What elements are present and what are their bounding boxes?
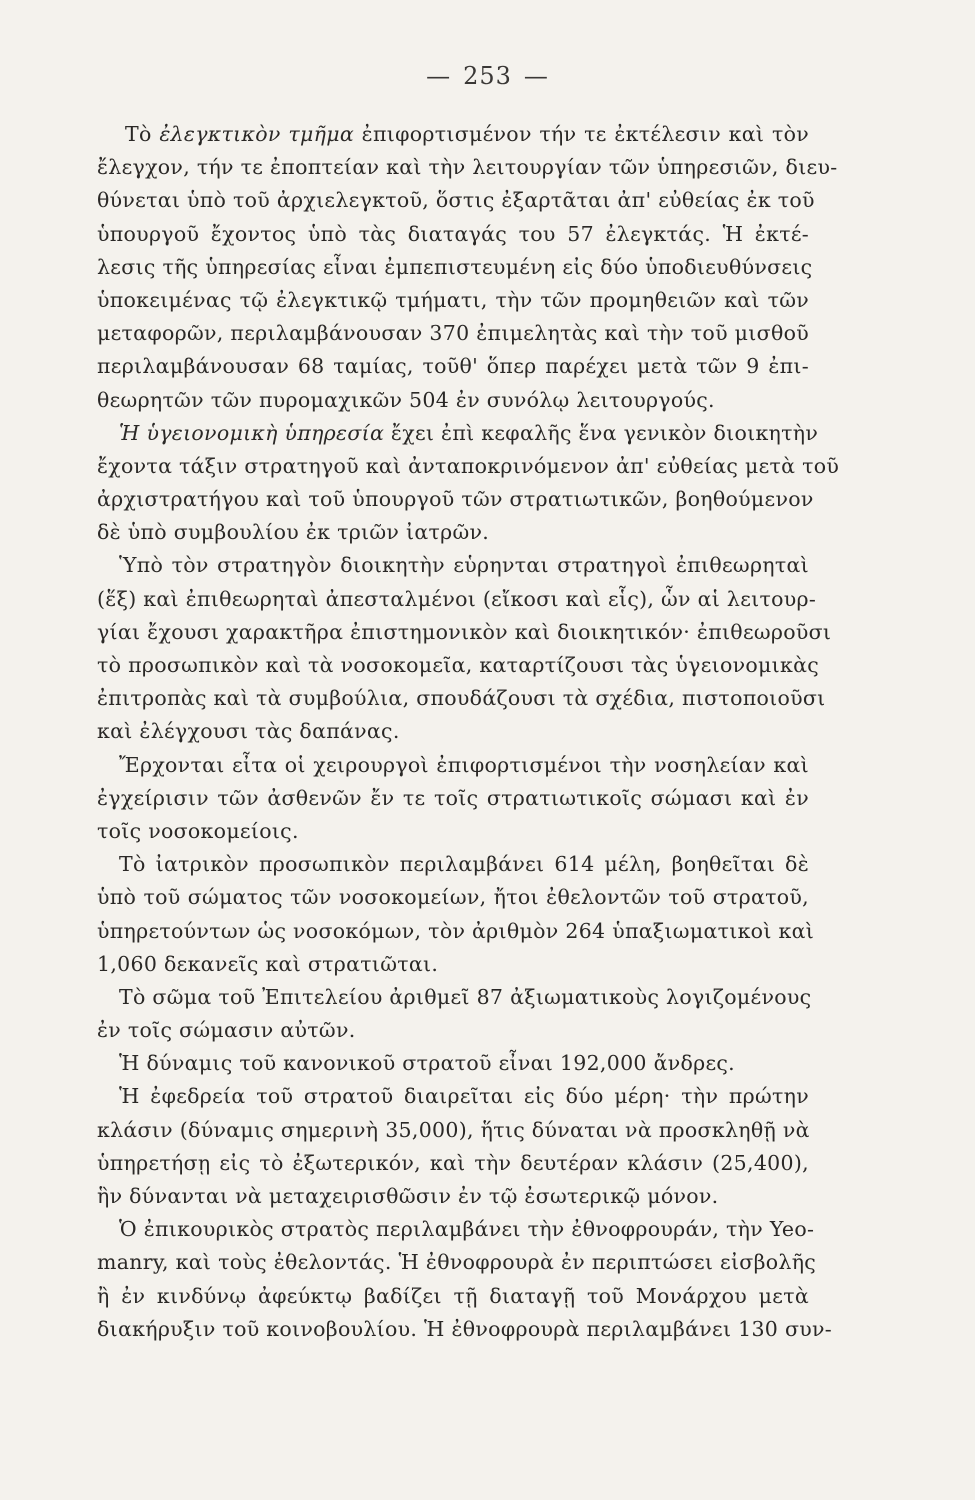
text-line xyxy=(97,1246,817,1279)
italic-term: Ἡ ὑγειονομικὴ ὑπηρεσία xyxy=(119,420,385,445)
text-run: τὸ προσωπικὸν καὶ τὰ νοσοκομεῖα, καταρτίζουσι τὰς ὑγειονομικὰς xyxy=(97,653,820,677)
text-line xyxy=(97,915,815,948)
text-run: ἢ ἐν κινδύνῳ ἀφεύκτῳ βαδίζει τῇ διαταγῇ τοῦ Μονάρχου μετὰ xyxy=(97,1283,809,1308)
text-line xyxy=(97,350,809,383)
text-line xyxy=(97,848,809,881)
text-run: ἐπιφορτισμένον τήν τε ἐκτέλεσιν καὶ τὸν xyxy=(353,122,809,146)
text-run: θύνεται ὑπὸ τοῦ ἀρχιελεγκτοῦ, ὅστις ἐξαρτᾶται ἀπ' εὐθείας ἐκ τοῦ xyxy=(97,188,815,213)
text-run: Ἔρχονται εἶτα οἱ χειρουργοὶ ἐπιφορτισμένοι τὴν νοσηλείαν καὶ xyxy=(119,752,809,777)
text-line xyxy=(97,1280,809,1313)
text-run: ἔχοντα τάξιν στρατηγοῦ καὶ ἀνταποκρινόμενον ἀπ' εὐθείας μετὰ τοῦ xyxy=(97,453,840,478)
text-run: Τὸ σῶμα τοῦ Ἐπιτελείου ἀριθμεῖ 87 ἀξιωματικοὺς λογιζομένους xyxy=(119,984,812,1009)
text-line xyxy=(97,1180,809,1213)
text-run: γίαι ἔχουσι χαρακτῆρα ἐπιστημονικὸν καὶ διοικητικόν· ἐπιθεωροῦσι xyxy=(97,619,832,644)
text-line xyxy=(97,118,809,151)
text-line xyxy=(97,649,820,682)
text-line xyxy=(97,616,832,649)
text-line xyxy=(97,715,809,748)
text-run: ἔλεγχον, τήν τε ἐποπτείαν καὶ τὴν λειτουργίαν τῶν ὑπηρεσιῶν, διευ- xyxy=(97,155,838,180)
text-line xyxy=(97,1147,809,1180)
text-line xyxy=(97,516,809,549)
text-run: Ὁ ἐπικουρικὸς στρατὸς περιλαμβάνει τὴν ἐθνοφρουράν, τὴν Yeo- xyxy=(119,1217,815,1242)
text-run: δὲ ὑπὸ συμβουλίου ἐκ τριῶν ἰατρῶν. xyxy=(97,520,490,545)
text-run: κλάσιν (δύναμις σημερινὴ 35,000), ἥτις δύναται νὰ προσκληθῇ νὰ xyxy=(97,1117,810,1142)
text-line xyxy=(97,749,809,782)
text-run: ἣν δύνανται νὰ μεταχειρισθῶσιν ἐν τῷ ἐσωτερικῷ μόνον. xyxy=(97,1184,719,1208)
text-run: ὑπὸ τοῦ σώματος τῶν νοσοκομείων, ἤτοι ἐθελοντῶν τοῦ στρατοῦ, xyxy=(97,885,809,910)
text-run: ἐπιτροπὰς καὶ τὰ συμβούλια, σπουδάζουσι τὰ σχέδια, πιστοποιοῦσι xyxy=(97,686,826,711)
text-line xyxy=(97,881,809,914)
text-run: ὑπηρετούντων ὡς νοσοκόμων, τὸν ἀριθμὸν 264 ὑπαξιωματικοὶ καὶ xyxy=(97,918,815,943)
text-line xyxy=(97,948,809,981)
text-run: διακήρυξιν τοῦ κοινοβουλίου. Ἡ ἐθνοφρουρὰ περιλαμβάνει 130 συν- xyxy=(97,1316,833,1341)
text-line xyxy=(97,1114,809,1147)
text-line xyxy=(97,417,819,450)
text-run: ἐγχείρισιν τῶν ἀσθενῶν ἔν τε τοῖς στρατιωτικοῖς σώμασι καὶ ἐν xyxy=(97,785,809,810)
text-line xyxy=(97,682,826,715)
text-line xyxy=(97,549,809,582)
text-line xyxy=(97,815,809,848)
text-line xyxy=(97,218,809,251)
text-line xyxy=(97,384,809,417)
text-line xyxy=(97,184,815,217)
page-number xyxy=(0,62,975,90)
text-line xyxy=(97,583,817,616)
text-run: Ἡ ἐφεδρεία τοῦ στρατοῦ διαιρεῖται εἰς δύο μέρη· τὴν πρώτην xyxy=(119,1084,809,1109)
text-run: ὑποκειμένας τῷ ἐλεγκτικῷ τμήματι, τὴν τῶν προμηθειῶν καὶ τῶν xyxy=(97,287,809,312)
text-run: καὶ ἐλέγχουσι τὰς δαπάνας. xyxy=(97,719,400,744)
body-text xyxy=(97,118,840,1346)
text-line xyxy=(97,1213,815,1246)
text-run: ἀρχιστρατήγου καὶ τοῦ ὑπουργοῦ τῶν στρατιωτικῶν, βοηθούμενον xyxy=(97,487,814,512)
text-line xyxy=(97,284,809,317)
text-line xyxy=(97,317,809,350)
text-line xyxy=(97,981,812,1014)
italic-term: ἐλεγκτικὸν τμῆμα xyxy=(159,122,354,146)
text-run: Ἡ δύναμις τοῦ κανονικοῦ στρατοῦ εἶναι 192,000 ἄνδρες. xyxy=(119,1051,735,1076)
text-run: περιλαμβάνουσαν 68 ταμίας, τοῦθ' ὅπερ παρέχει μετὰ τῶν 9 ἐπι- xyxy=(97,354,809,379)
text-run: Ὑπὸ τὸν στρατηγὸν διοικητὴν εὑρηνται στρατηγοὶ ἐπιθεωρηταὶ xyxy=(119,553,809,578)
text-line xyxy=(97,251,813,284)
text-line xyxy=(97,1080,809,1113)
text-line xyxy=(97,483,814,516)
text-run: λεσις τῆς ὑπηρεσίας εἶναι ἐμπεπιστευμένη εἰς δύο ὑποδιευθύνσεις xyxy=(97,254,813,279)
text-run: 1,060 δεκανεῖς καὶ στρατιῶται. xyxy=(97,951,439,976)
text-run: ἔχει ἐπὶ κεφαλῆς ἕνα γενικὸν διοικητὴν xyxy=(384,420,819,445)
text-run: (ἕξ) καὶ ἐπιθεωρηταὶ ἀπεσταλμένοι (εἴκοσι καὶ εἷς), ὧν αἱ λειτουρ- xyxy=(97,586,817,611)
text-run: ἐν τοῖς σώμασιν αὐτῶν. xyxy=(97,1018,356,1043)
text-line xyxy=(97,1014,809,1047)
text-line xyxy=(97,1047,809,1080)
text-line xyxy=(97,151,838,184)
text-run: manry, καὶ τοὺς ἐθελοντάς. Ἡ ἐθνοφρουρὰ ἐν περιπτώσει εἰσβολῆς xyxy=(97,1250,817,1275)
page-number-dash-left: — xyxy=(426,62,452,90)
text-run: μεταφορῶν, περιλαμβάνουσαν 370 ἐπιμελητὰς καὶ τὴν τοῦ μισθοῦ xyxy=(97,321,809,346)
text-line xyxy=(97,450,840,483)
page-number-dash-right: — xyxy=(523,62,549,90)
page-number-value: 253 xyxy=(463,62,512,90)
text-run: ὑπηρετήσῃ εἰς τὸ ἐξωτερικόν, καὶ τὴν δευτέραν κλάσιν (25,400), xyxy=(97,1150,809,1175)
text-run: Τὸ xyxy=(125,122,160,146)
text-line xyxy=(97,1313,833,1346)
text-run: Τὸ ἰατρικὸν προσωπικὸν περιλαμβάνει 614 μέλη, βοηθεῖται δὲ xyxy=(119,852,809,877)
text-line xyxy=(97,782,809,815)
text-run: τοῖς νοσοκομείοις. xyxy=(97,818,299,843)
text-run: ὑπουργοῦ ἔχοντος ὑπὸ τὰς διαταγάς του 57 ἐλεγκτάς. Ἡ ἐκτέ- xyxy=(97,221,809,246)
text-run: θεωρητῶν τῶν πυρομαχικῶν 504 ἐν συνόλῳ λειτουργούς. xyxy=(97,387,715,412)
